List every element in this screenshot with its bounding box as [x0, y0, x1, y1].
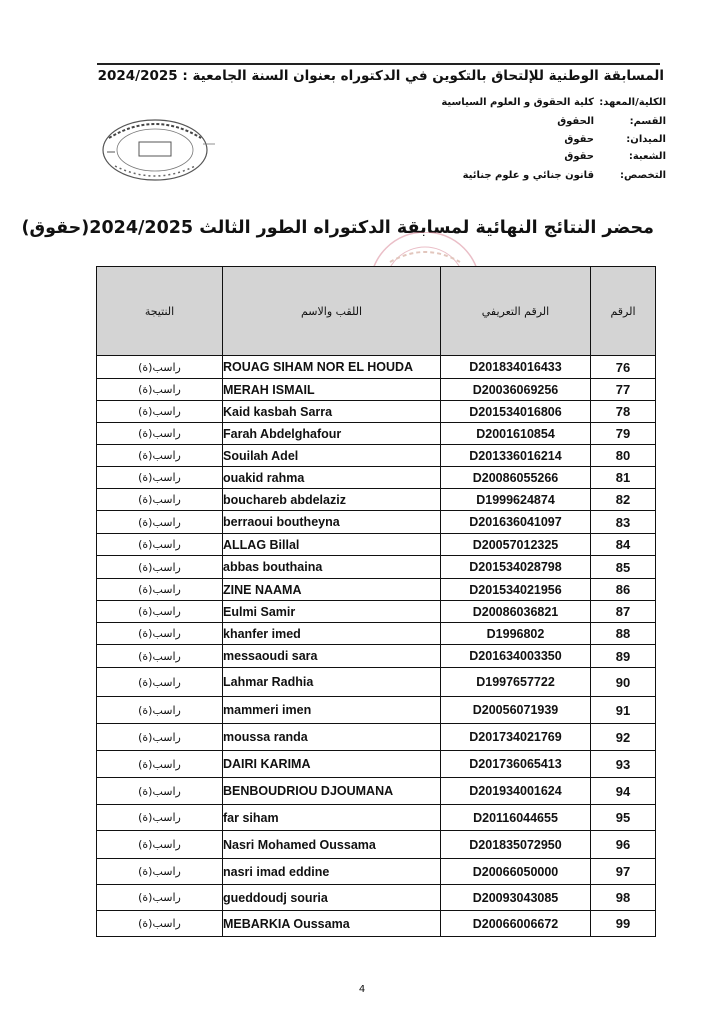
name-cell: Kaid kasbah Sarra [223, 401, 441, 423]
table-row [97, 356, 656, 379]
id-cell: D201634003350 [441, 645, 591, 668]
id-cell: D20056071939 [441, 697, 591, 724]
result-cell: راسب(ة) [97, 401, 223, 423]
id-cell: D201336016214 [441, 445, 591, 467]
result-cell: راسب(ة) [97, 859, 223, 885]
id-cell: D1997657722 [441, 668, 591, 697]
header-number: الرقم [591, 267, 656, 356]
result-cell: راسب(ة) [97, 445, 223, 467]
name-cell: gueddoudj souria [223, 885, 441, 911]
table-row [97, 489, 656, 511]
id-cell: D20066006672 [441, 911, 591, 937]
result-cell: راسب(ة) [97, 885, 223, 911]
info-value: قانون جنائي و علوم جنائية [462, 170, 594, 181]
number-cell: 87 [591, 601, 656, 623]
table-header-row [97, 267, 656, 356]
table-row [97, 751, 656, 778]
id-cell: D20086055266 [441, 467, 591, 489]
header-result: النتيجة [97, 267, 223, 356]
number-cell: 90 [591, 668, 656, 697]
number-cell: 95 [591, 805, 656, 831]
results-table [96, 266, 656, 937]
info-branch [564, 151, 666, 162]
name-cell: MERAH ISMAIL [223, 379, 441, 401]
number-cell: 78 [591, 401, 656, 423]
number-cell: 91 [591, 697, 656, 724]
result-cell: راسب(ة) [97, 805, 223, 831]
number-cell: 80 [591, 445, 656, 467]
id-cell: D20036069256 [441, 379, 591, 401]
table-row [97, 556, 656, 579]
table-row [97, 697, 656, 724]
id-cell: D201734021769 [441, 724, 591, 751]
name-cell: BENBOUDRIOU DJOUMANA [223, 778, 441, 805]
id-cell: D201534016806 [441, 401, 591, 423]
number-cell: 76 [591, 356, 656, 379]
number-cell: 83 [591, 511, 656, 534]
number-cell: 94 [591, 778, 656, 805]
name-cell: far siham [223, 805, 441, 831]
number-cell: 79 [591, 423, 656, 445]
info-label: القسم: [629, 116, 666, 127]
document-heading: المسابقة الوطنية للإلتحاق بالتكوين في الدكتوراه بعنوان السنة الجامعية : 2024/2025 [97, 68, 664, 84]
table-row [97, 668, 656, 697]
name-cell: bouchareb abdelaziz [223, 489, 441, 511]
name-cell: abbas bouthaina [223, 556, 441, 579]
result-cell: راسب(ة) [97, 467, 223, 489]
table-row [97, 724, 656, 751]
result-cell: راسب(ة) [97, 601, 223, 623]
table-row [97, 805, 656, 831]
number-cell: 99 [591, 911, 656, 937]
name-cell: DAIRI KARIMA [223, 751, 441, 778]
id-cell: D201834016433 [441, 356, 591, 379]
table-row [97, 467, 656, 489]
result-cell: راسب(ة) [97, 423, 223, 445]
id-cell: D20093043085 [441, 885, 591, 911]
university-seal-image [95, 108, 221, 190]
table-row [97, 379, 656, 401]
result-cell: راسب(ة) [97, 356, 223, 379]
number-cell: 92 [591, 724, 656, 751]
id-cell: D20057012325 [441, 534, 591, 556]
number-cell: 89 [591, 645, 656, 668]
info-faculty [441, 97, 666, 108]
number-cell: 82 [591, 489, 656, 511]
result-cell: راسب(ة) [97, 623, 223, 645]
result-cell: راسب(ة) [97, 697, 223, 724]
number-cell: 97 [591, 859, 656, 885]
info-value: حقوق [564, 134, 594, 145]
name-cell: MEBARKIA Oussama [223, 911, 441, 937]
name-cell: ROUAG SIHAM NOR EL HOUDA [223, 356, 441, 379]
info-label: التخصص: [620, 170, 666, 181]
table-row [97, 831, 656, 859]
result-cell: راسب(ة) [97, 831, 223, 859]
table-row [97, 601, 656, 623]
name-cell: messaoudi sara [223, 645, 441, 668]
table-row [97, 645, 656, 668]
result-cell: راسب(ة) [97, 778, 223, 805]
number-cell: 84 [591, 534, 656, 556]
number-cell: 85 [591, 556, 656, 579]
name-cell: Farah Abdelghafour [223, 423, 441, 445]
id-cell: D201934001624 [441, 778, 591, 805]
id-cell: D20116044655 [441, 805, 591, 831]
name-cell: Eulmi Samir [223, 601, 441, 623]
number-cell: 98 [591, 885, 656, 911]
name-cell: ALLAG Billal [223, 534, 441, 556]
results-title: محضر النتائج النهائية لمسابقة الدكتوراه الطور الثالث 2024/2025(حقوق) [21, 218, 654, 238]
table-row [97, 534, 656, 556]
result-cell: راسب(ة) [97, 489, 223, 511]
number-cell: 88 [591, 623, 656, 645]
name-cell: Lahmar Radhia [223, 668, 441, 697]
info-value: حقوق [564, 151, 594, 162]
id-cell: D1996802 [441, 623, 591, 645]
name-cell: ouakid rahma [223, 467, 441, 489]
id-cell: D201534021956 [441, 579, 591, 601]
name-cell: Souilah Adel [223, 445, 441, 467]
info-department [557, 116, 666, 127]
result-cell: راسب(ة) [97, 668, 223, 697]
number-cell: 77 [591, 379, 656, 401]
result-cell: راسب(ة) [97, 724, 223, 751]
table-row [97, 885, 656, 911]
result-cell: راسب(ة) [97, 556, 223, 579]
id-cell: D20066050000 [441, 859, 591, 885]
id-cell: D1999624874 [441, 489, 591, 511]
result-cell: راسب(ة) [97, 911, 223, 937]
table-row [97, 778, 656, 805]
info-value: كلية الحقوق و العلوم السياسية [441, 97, 594, 108]
top-rule [97, 63, 660, 65]
name-cell: mammeri imen [223, 697, 441, 724]
name-cell: nasri imad eddine [223, 859, 441, 885]
id-cell: D201736065413 [441, 751, 591, 778]
info-label: الشعبة: [628, 151, 666, 162]
number-cell: 96 [591, 831, 656, 859]
number-cell: 93 [591, 751, 656, 778]
name-cell: moussa randa [223, 724, 441, 751]
info-specialty [463, 170, 666, 181]
name-cell: khanfer imed [223, 623, 441, 645]
result-cell: راسب(ة) [97, 579, 223, 601]
result-cell: راسب(ة) [97, 511, 223, 534]
page-number: 4 [358, 984, 366, 995]
info-field [564, 134, 666, 145]
name-cell: berraoui boutheyna [223, 511, 441, 534]
table-row [97, 623, 656, 645]
number-cell: 86 [591, 579, 656, 601]
id-cell: D2001610854 [441, 423, 591, 445]
result-cell: راسب(ة) [97, 751, 223, 778]
result-cell: راسب(ة) [97, 379, 223, 401]
table-row [97, 859, 656, 885]
name-cell: Nasri Mohamed Oussama [223, 831, 441, 859]
table-row [97, 511, 656, 534]
id-cell: D20086036821 [441, 601, 591, 623]
id-cell: D201636041097 [441, 511, 591, 534]
header-id: الرقم التعريفي [441, 267, 591, 356]
result-cell: راسب(ة) [97, 534, 223, 556]
number-cell: 81 [591, 467, 656, 489]
info-label: الميدان: [626, 134, 666, 145]
name-cell: ZINE NAAMA [223, 579, 441, 601]
table-row [97, 445, 656, 467]
table-row [97, 911, 656, 937]
info-label: الكلية/المعهد: [599, 97, 666, 108]
id-cell: D201534028798 [441, 556, 591, 579]
table-row [97, 401, 656, 423]
id-cell: D201835072950 [441, 831, 591, 859]
info-value: الحقوق [557, 116, 594, 127]
table-row [97, 423, 656, 445]
result-cell: راسب(ة) [97, 645, 223, 668]
header-name: اللقب والاسم [223, 267, 441, 356]
table-row [97, 579, 656, 601]
